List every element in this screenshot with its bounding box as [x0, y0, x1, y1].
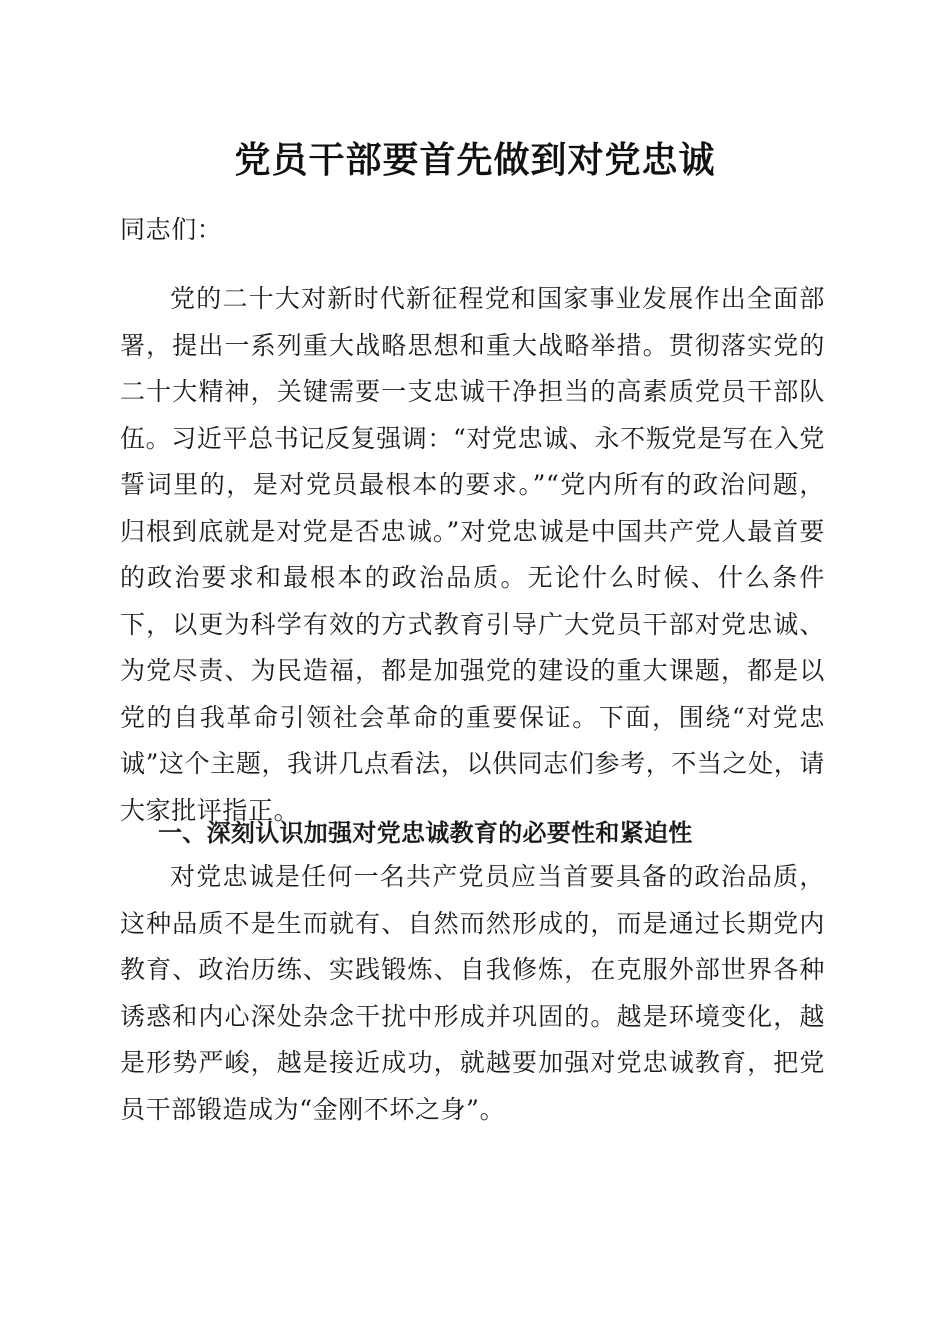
salutation: 同志们：: [120, 215, 223, 244]
paragraph-section-1: 对党忠诚是任何一名共产党员应当首要具备的政治品质，这种品质不是生而就有、自然而然形成的，而是通过长期党内教育、政治历练、实践锻炼、自我修炼，在克服外部世界各种诱惑和内心深处杂念干扰中形成并巩固的。越是环境变化，越是形势严峻，越是接近成功，就越要加强对党忠诚教育，把党员干部锻造成为“金刚不坏之身”。: [120, 862, 825, 1124]
paragraph-intro: 党的二十大对新时代新征程党和国家事业发展作出全面部署，提出一系列重大战略思想和重大战略举措。贯彻落实党的二十大精神，关键需要一支忠诚干净担当的高素质党员干部队伍。习近平总书记反复强调：“对党忠诚、永不叛党是写在入党誓词里的，是对党员最根本的要求。”“党内所有的政治问题，归根到底就是对党是否忠诚。”对党忠诚是中国共产党人最首要的政治要求和最根本的政治品质。无论什么时候、什么条件下，以更为科学有效的方式教育引导广大党员干部对党忠诚、为党尽责、为民造福，都是加强党的建设的重大课题，都是以党的自我革命引领社会革命的重要保证。下面，围绕“对党忠诚”这个主题，我讲几点看法，以供同志们参考，不当之处，请大家批评指正。: [120, 284, 825, 825]
section-heading-1: 一、深刻认识加强对党忠诚教育的必要性和紧迫性: [158, 819, 693, 847]
document-title: 党员干部要首先做到对党忠诚: [234, 139, 716, 181]
